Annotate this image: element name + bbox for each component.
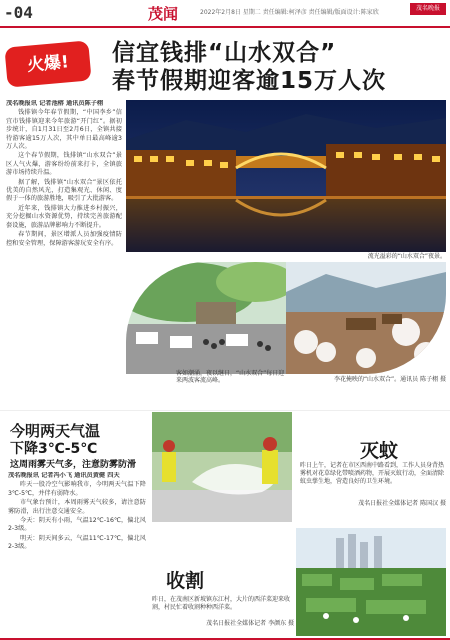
harvest-title: 收割 (166, 570, 205, 592)
weather-paragraph: 市气象台预计，本周雨雾天气较多，请注意防雾防滑，出行注意交通安全。 (8, 499, 146, 515)
pest-credit: 茂名日报社全媒体记者 陈国汉 摄 (358, 500, 446, 507)
pest-text: 昨日上午，记者在市区西南中路看到，工作人员身背热雾机对花草绿化带喷洒药物，开展灭蚊行动，全面清除蚊虫孳生地，营造良好的卫生环境。 (300, 462, 445, 485)
harvest-illustration (296, 528, 446, 636)
weather-title-1: 今明两天气温 (10, 422, 101, 440)
edition-line: 2022年2月8日 星期二 责任编辑:柯泽彦 责任编辑/版面设计:陈家欣 (200, 9, 379, 16)
article-paragraph: 这个春节假期，钱排镇“山水双合”景区人气火爆，游客纷纷前来打卡，全镇旅游市场持续升温。 (6, 152, 122, 177)
mosquito-control-photo (152, 412, 292, 522)
hot-badge: 火爆! (4, 40, 91, 87)
page-number: -04 (4, 3, 33, 22)
headline-line2: 春节假期迎客逾15万人次 (112, 68, 387, 94)
mosquito-control-illustration (152, 412, 292, 522)
weather-title-2: 下降3℃-5℃ (10, 441, 98, 457)
weather-paragraph: 明天：阴天间多云，气温11℃-17℃，偏北风2-3级。 (8, 534, 146, 551)
night-view-photo (126, 100, 446, 252)
headline-line1: 信宜钱排“山水双合” (112, 40, 337, 66)
main-article (6, 100, 122, 452)
article-paragraph: 近年来，钱排镇大力推进乡村振兴，充分挖掘山水资源优势，持续完善旅游配套设施，旅游品牌影响力不断提升。 (6, 204, 122, 229)
weather-subtitle: 这周雨雾天气多，注意防雾防滑 (10, 460, 137, 470)
page-header (0, 0, 450, 28)
weather-byline: 茂名晚报讯 记者冯小飞 通讯员黄健 四天 (8, 472, 120, 479)
article-paragraph: 春节期间，景区增派人员加强疫情防控和安全管理，保障游客游玩安全有序。 (6, 231, 122, 247)
photo-caption-plum: 李花掩映的“山水双合”。通讯员 陈子栩 摄 (333, 376, 446, 383)
article-paragraph: 据了解，钱排镇“山水双合”景区依托优美的自然风光，打造集观光、休闲、度假于一体的旅游胜地，吸引了大批游客。 (6, 178, 122, 203)
crowd-photo (126, 262, 286, 374)
harvest-credit: 茂名日报社全媒体记者 李颜东 摄 (206, 620, 294, 627)
article-paragraph: 钱排镇今年春节假期，“中国李乡”信宜市钱排镇迎来今年旅游“开门红”。据初步统计，自1月31日至2月6日，全镇共接待游客逾15万人次，其中单日最高峰逾3万人次。 (6, 109, 122, 151)
weather-paragraph: 今天：阴天有小雨，气温12℃-16℃，偏北风2-3级。 (8, 517, 146, 533)
section-divider (0, 410, 450, 411)
photo-caption-crowd: 客如潮涌，夜以继日，“山水双合”每日迎来两波客流高峰。 (176, 370, 285, 384)
crowd-illustration (126, 262, 286, 374)
pest-title: 灭蚊 (360, 440, 399, 462)
section-title: 茂闻 (148, 5, 179, 23)
photo-caption-night: 流光溢彩的“山水双合”夜景。 (367, 253, 446, 260)
article-byline: 茂名晚报讯 记者池榕 通讯员陈子栩 (6, 100, 104, 107)
weather-body (8, 472, 146, 636)
harvest-text: 昨日，在茂南区新坡镇东江村，大片的西洋菜迎来收割，村民忙着收割种种西洋菜。 (152, 596, 291, 611)
plum-blossom-illustration (286, 262, 446, 374)
weather-paragraph: 昨天一股冷空气影响我市，今明两天气温下降3℃-5℃，并伴有弱降水。 (8, 481, 146, 497)
harvest-photo (296, 528, 446, 636)
plum-blossom-photo (286, 262, 446, 374)
night-view-illustration (126, 100, 446, 252)
paper-logo: 茂名晚报 (410, 3, 446, 15)
